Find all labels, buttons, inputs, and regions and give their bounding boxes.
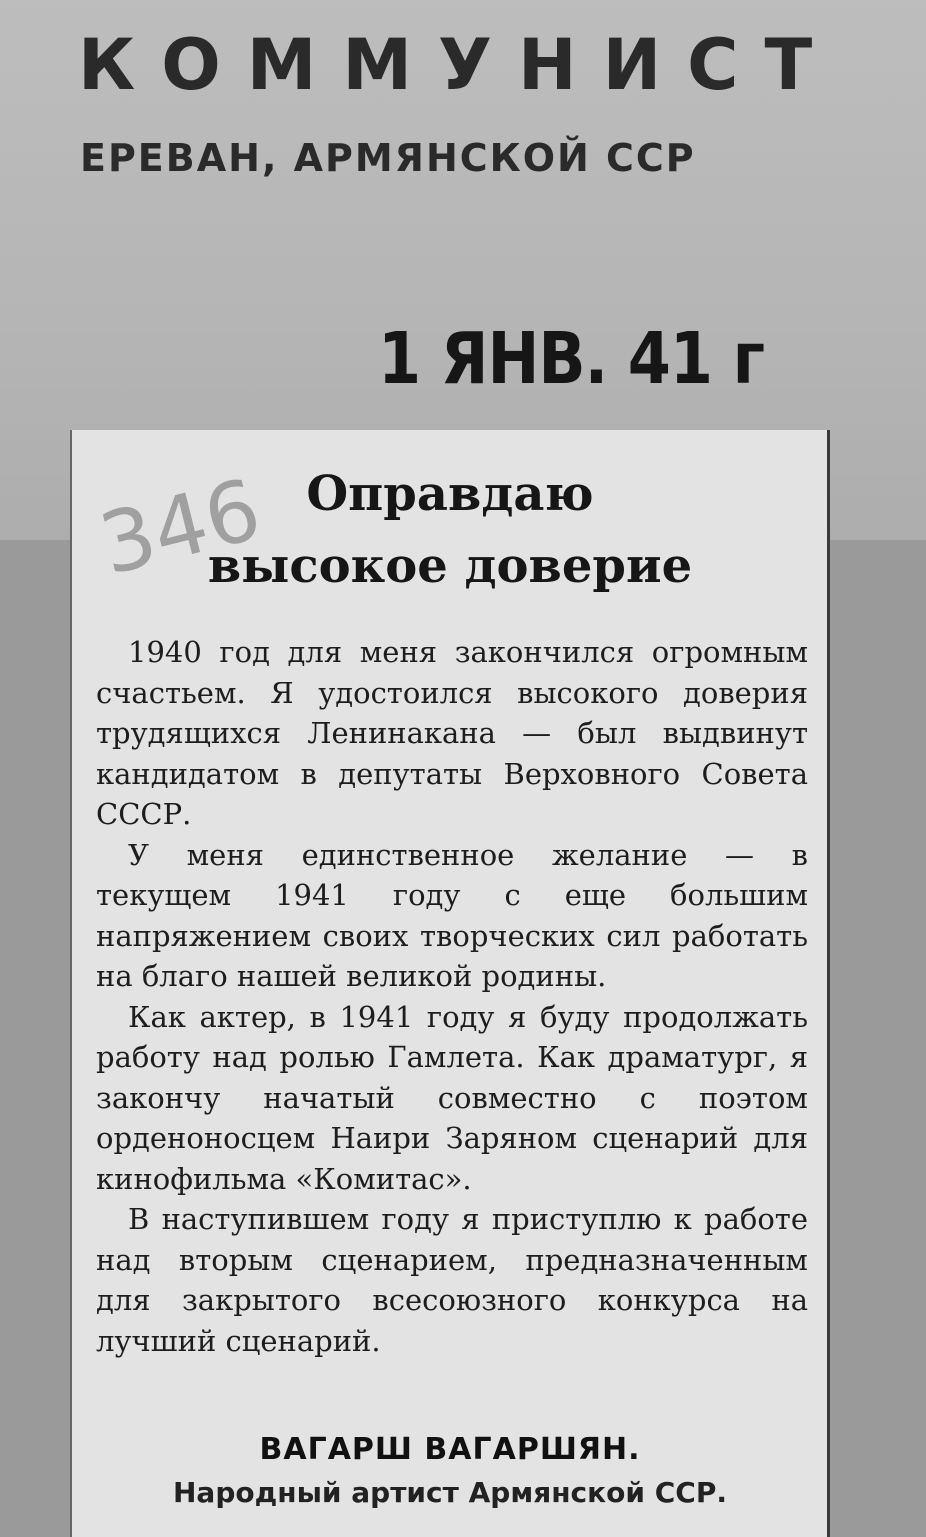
article-body — [96, 632, 808, 1361]
handwritten-note: 346 — [90, 460, 270, 594]
author-title: Народный артист Армянской ССР. — [173, 1476, 727, 1509]
headline-line-2: высокое доверие — [207, 538, 693, 594]
article-headline — [70, 458, 830, 602]
paragraph: 1940 год для меня закончился огромным счастьем. Я удостоился высокого доверия трудящихся Ленинакана — был выдвинут кандидатом в депутаты Верховного Совета СССР. — [96, 635, 808, 831]
paragraph: Как актер, в 1941 году я буду продолжать работу над ролью Гамлета. Как драматург, я закончу начатый совместно с поэтом орденоносцем Наири Заряном сценарий для кинофильма «Комитас». — [96, 999, 808, 1196]
date-stamp: 1 ЯНВ. 41 г — [378, 316, 765, 401]
paragraph: У меня единственное желание — в текущем 1941 году с еще большим напряжением своих творческих сил работать на благо нашей великой родины. — [96, 837, 808, 993]
newspaper-title: КОММУНИСТ — [78, 24, 839, 106]
newspaper-place: ЕРЕВАН, АРМЯНСКОЙ ССР — [80, 136, 696, 180]
headline-line-1: Оправдаю — [306, 466, 594, 522]
paragraph: В наступившем году я приступлю к работе над вторым сценарием, предназначенным для закрытого всесоюзного конкурса на лучший сценарий. — [96, 1202, 808, 1358]
author-signature: ВАГАРШ ВАГАРШЯН. — [259, 1432, 641, 1467]
